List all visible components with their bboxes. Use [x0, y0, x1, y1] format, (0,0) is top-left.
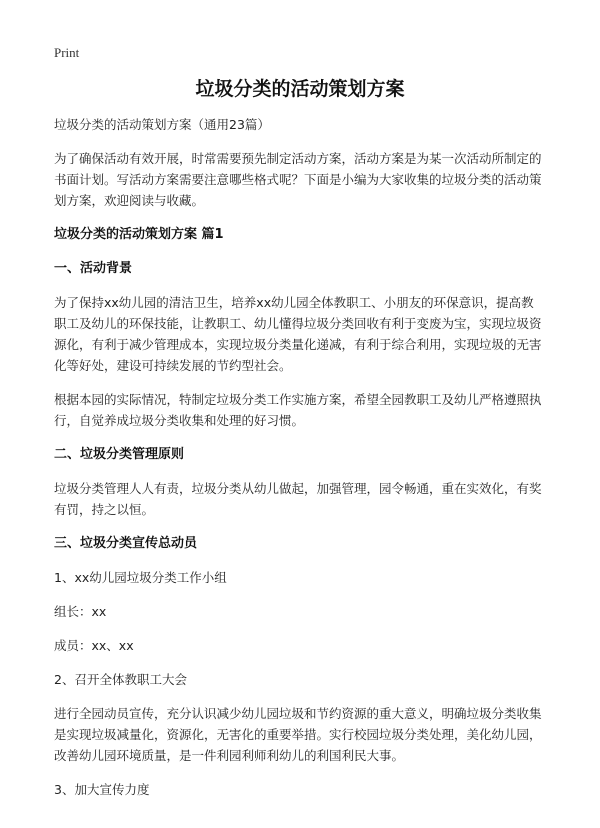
section-heading-principles: 二、垃圾分类管理原则 [54, 447, 185, 462]
list-item-publicity: 3、加大宣传力度 [54, 782, 150, 797]
section-heading-mobilization: 三、垃圾分类宣传总动员 [54, 536, 198, 551]
staff-meeting-paragraph: 进行全园动员宣传，充分认识减少幼儿园垃圾和节约资源的重大意义，明确垃圾分类收集是实现垃圾减量化，资源化，无害化的重要举措。实行校园垃圾分类处理，美化幼儿园，改善幼儿园环境质量，是一件利园利师利幼儿的利国利民大事。 [54, 706, 542, 763]
section-heading-background: 一、活动背景 [54, 261, 133, 276]
article-heading: 垃圾分类的活动策划方案 篇1 [54, 227, 224, 242]
intro-paragraph: 为了确保活动有效开展，时常需要预先制定活动方案，活动方案是为某一次活动所制定的书面计划。写活动方案需要注意哪些格式呢？下面是小编为大家收集的垃圾分类的活动策划方案，欢迎阅读与收藏。 [54, 151, 542, 208]
print-label: Print [54, 45, 80, 60]
group-leader: 组长：xx [54, 604, 107, 619]
list-item-staff-meeting: 2、召开全体教职工大会 [54, 672, 187, 687]
background-paragraph-2: 根据本园的实际情况，特制定垃圾分类工作实施方案，希望全园教职工及幼儿严格遵照执行，自觉养成垃圾分类收集和处理的好习惯。 [54, 392, 542, 428]
list-item-working-group: 1、xx幼儿园垃圾分类工作小组 [54, 570, 227, 585]
background-paragraph-1: 为了保持xx幼儿园的清洁卫生，培养xx幼儿园全体教职工、小朋友的环保意识，提高教职工及幼儿的环保技能，让教职工、幼儿懂得垃圾分类回收有利于变废为宝，实现垃圾资源化，有利于减少管理成本，实现垃圾分类量化递减，有利于综合利用，实现垃圾的无害化等好处，建设可持续发展的节约型社会。 [54, 295, 542, 373]
group-members: 成员：xx、xx [54, 638, 134, 653]
document-title: 垃圾分类的活动策划方案 [195, 78, 405, 100]
principles-paragraph: 垃圾分类管理人人有责，垃圾分类从幼儿做起，加强管理，园令畅通，重在实效化，有奖有罚，持之以恒。 [54, 481, 542, 517]
document-subtitle: 垃圾分类的活动策划方案（通用23篇） [54, 117, 270, 132]
